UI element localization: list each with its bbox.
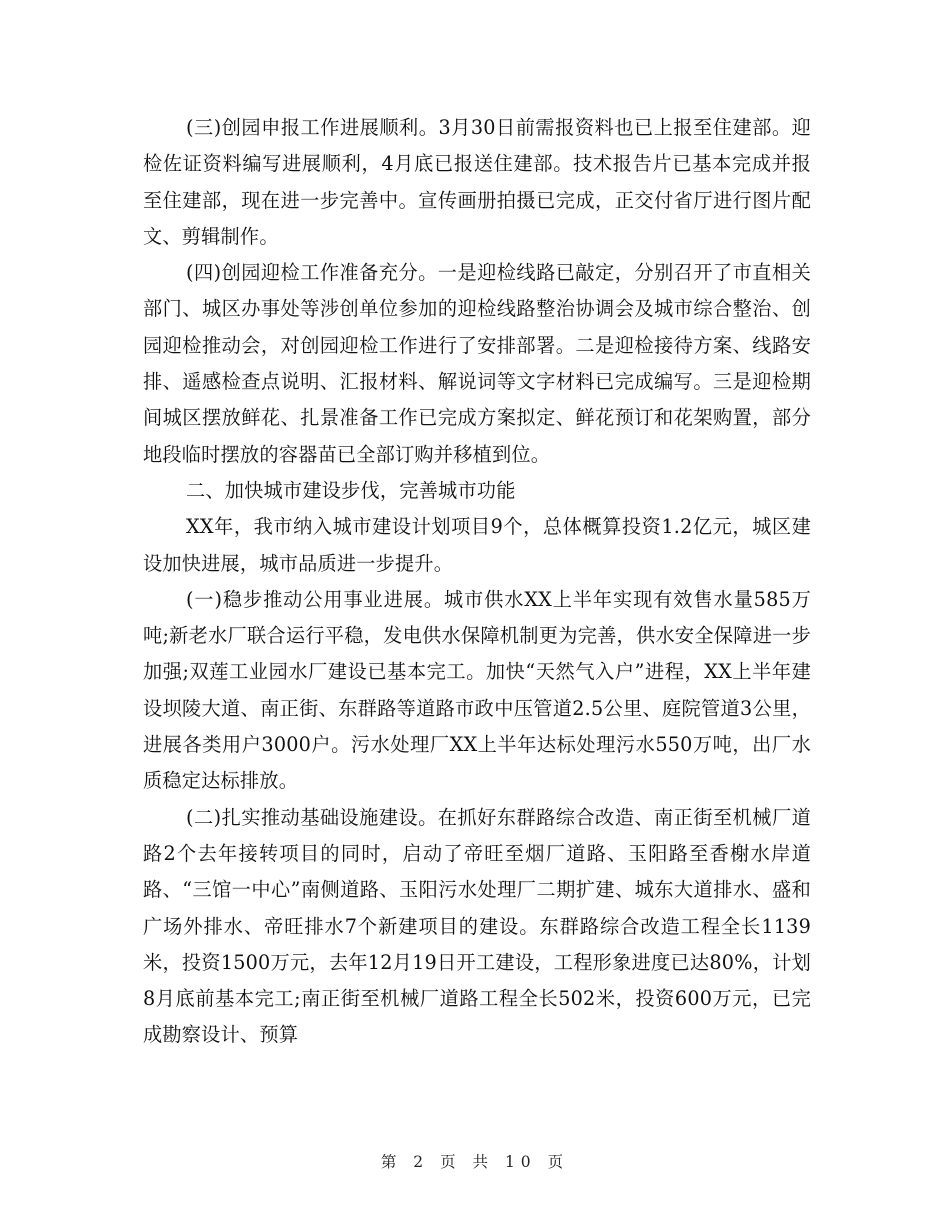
- paragraph-application-progress: (三)创园申报工作进展顺利。3月30日前需报资料也已上报至住建部。迎检佐证资料编写进展顺利，4月底已报送住建部。技术报告片已基本完成并报至住建部，现在进一步完善中。宣传画册拍摄已完成，正交付省厅进行图片配文、剪辑制作。: [143, 116, 811, 248]
- paragraph-infrastructure: (二)扎实推动基础设施建设。在抓好东群路综合改造、南正街至机械厂道路2个去年接转项目的同时，启动了帝旺至烟厂道路、玉阳路至香榭水岸道路、“三馆一中心”南侧道路、玉阳污水处理厂二期扩建、城东大道排水、盛和广场外排水、帝旺排水7个新建项目的建设。东群路综合改造工程全长1139米，投资1500万元，去年12月19日开工建设，工程形象进度已达80%，计划8月底前基本完工;南正街至机械厂道路工程全长502米，投资600万元，已完成勘察设计、预算: [143, 805, 811, 1047]
- document-body: [143, 110, 811, 1054]
- section-heading-urban-construction: 二、加快城市建设步伐，完善城市功能: [186, 478, 516, 502]
- paragraph-public-utilities: (一)稳步推动公用事业进展。城市供水XX上半年实现有效售水量585万吨;新老水厂联合运行平稳，发电供水保障机制更为完善，供水安全保障进一步加强;双莲工业园水厂建设已基本完工。加快“天然气入户”进程，XX上半年建设坝陵大道、南正街、东群路等道路市政中压管道2.5公里、庭院管道3公里，进展各类用户3000户。污水处理厂XX上半年达标处理污水550万吨，出厂水质稳定达标排放。: [143, 587, 811, 793]
- paragraph-inspection-preparation: (四)创园迎检工作准备充分。一是迎检线路已敲定，分别召开了市直相关部门、城区办事处等涉创单位参加的迎检线路整治协调会及城市综合整治、创园迎检推动会，对创园迎检工作进行了安排部署。二是迎检接待方案、线路安排、遥感检查点说明、汇报材料、解说词等文字材料已完成编写。三是迎检期间城区摆放鲜花、扎景准备工作已完成方案拟定、鲜花预订和花架购置，部分地段临时摆放的容器苗已全部订购并移植到位。: [143, 261, 811, 466]
- page-footer: 第 2 页 共 10 页: [380, 1153, 570, 1171]
- paragraph-construction-overview: XX年，我市纳入城市建设计划项目9个，总体概算投资1.2亿元，城区建设加快进展，城市品质进一步提升。: [143, 515, 811, 575]
